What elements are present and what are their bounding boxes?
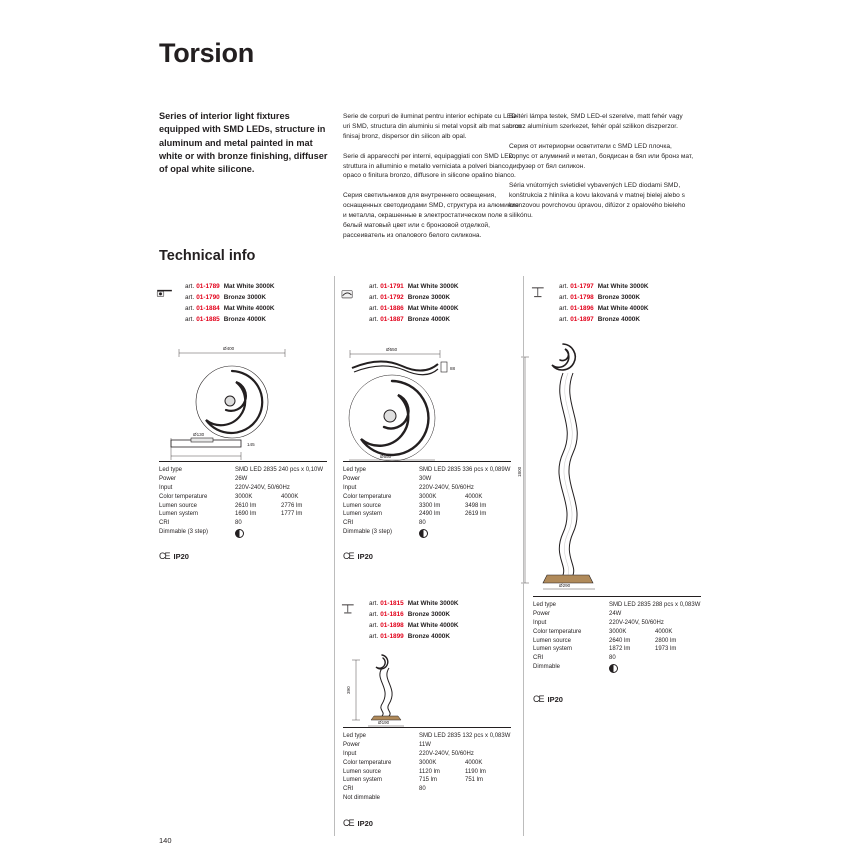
intro-it: Serie di apparecchi per interni, equipaggiati con SMD LED, struttura in alluminio e metallo verniciata a polveri bianco opaco o finitura bronzo, diffusore in silicone opalino bianco. (343, 152, 516, 180)
spec-label: Input (343, 750, 357, 757)
article-row: art. 01-1791 Mat White 3000K (369, 283, 459, 290)
article-row: art. 01-1815 Mat White 3000K (369, 600, 459, 607)
technical-info-heading: Technical info (159, 248, 256, 264)
product-4-article-list (343, 598, 459, 642)
article-row: art. 01-1896 Mat White 4000K (559, 305, 649, 313)
product-2-article-list (343, 281, 459, 325)
spec-label: Power (159, 476, 177, 483)
page-number: 140 (159, 836, 172, 845)
dimmable-indicator (419, 527, 511, 541)
spec-value: 80 (235, 520, 242, 527)
dimension-label: 1800 (517, 466, 522, 477)
intro-ru: Серия светильников для внутреннего освещения, оснащенных светодиодами SMD, структура из алюминия и металла, окрашенные в электростатическом поле в белый матовый цвет или с бронзовой отделкой, рассеиватель из опалового белого силикона. (343, 192, 519, 239)
spec-value: 3300 lm (419, 502, 441, 509)
spec-label: Not dimmable (343, 794, 381, 801)
ce-mark-icon: CE (533, 694, 544, 704)
article-row: art. 01-1792 Bronze 3000K (369, 294, 450, 302)
spec-label: Power (343, 742, 361, 749)
spec-value: 4000K (655, 628, 673, 635)
product-3-spec-table (533, 596, 701, 676)
spec-value: 2640 lm (609, 637, 631, 644)
ceiling-large-thumb-icon (339, 285, 361, 305)
spec-value: 1872 lm (609, 646, 631, 653)
intro-ro: Serie de corpuri de iluminat pentru interior echipate cu LED-uri SMD, structura din aluminiu si metal vopsit alb mat sau cu finisaj bronz, dispersor din silicon alb opal. (343, 113, 522, 140)
spec-label: Power (343, 476, 361, 483)
ip-rating-badge: IP20 (357, 818, 373, 828)
product-1-article-list (159, 281, 275, 325)
spec-value: 1973 lm (655, 646, 677, 653)
dimension-label: Ø130 (193, 432, 205, 437)
product-3-drawing (515, 333, 695, 595)
spec-label: CRI (343, 786, 354, 793)
spec-label: Color temperature (343, 759, 392, 766)
article-row: art. 01-1816 Bronze 3000K (369, 611, 450, 619)
article-row: art. 01-1884 Mat White 4000K (185, 305, 275, 313)
intro-hu: Beltéri lámpa testek, SMD LED-el szerelve, matt fehér vagy bronz alumínium szerkezet, fehér opál szilikon diszperzor. (509, 113, 683, 130)
page-title: Torsion (159, 38, 254, 68)
spec-value: 1190 lm (465, 768, 486, 775)
intro-english: Series of interior light fixtures equipped with SMD LEDs, structure in aluminum and metal painted in mat white or with bronze finishing, diffuser of opal white silicone. (159, 111, 328, 175)
ip-rating-badge: IP20 (357, 551, 373, 561)
spec-value: 2610 lm (235, 502, 257, 509)
table-lamp-thumb-icon (339, 600, 361, 620)
spec-label: Input (159, 484, 173, 491)
intro-middle-column (343, 112, 523, 251)
product-1-drawing (155, 340, 335, 460)
product-3-article-list (533, 281, 649, 325)
article-row: art. 01-1887 Bronze 4000K (369, 316, 450, 324)
ip-rating-badge: IP20 (547, 694, 563, 704)
spec-value: 1120 lm (419, 768, 440, 775)
spec-value: 220V-240V, 50/60Hz (235, 484, 290, 491)
column-divider-2 (523, 276, 524, 836)
article-row: art. 01-1899 Bronze 4000K (369, 633, 450, 641)
spec-value: 4000K (465, 493, 483, 500)
dimmable-indicator (235, 527, 327, 541)
ip-rating-badge: IP20 (173, 551, 189, 561)
spec-value: 80 (419, 520, 426, 527)
spec-value: 4000K (281, 493, 299, 500)
ceiling-round-thumb-icon (155, 285, 177, 305)
article-row: art. 01-1790 Bronze 3000K (185, 294, 266, 302)
dimension-label: Ø550 (380, 454, 392, 459)
ce-mark-icon: CE (343, 551, 354, 561)
intro-right-column (509, 112, 694, 231)
spec-label: Input (533, 619, 547, 626)
spec-value: 80 (609, 655, 616, 662)
article-row: art. 01-1798 Bronze 3000K (559, 294, 640, 302)
article-row: art. 01-1885 Bronze 4000K (185, 316, 266, 324)
spec-label: Dimmable (3 step) (343, 528, 393, 535)
article-row: art. 01-1898 Mat White 4000K (369, 622, 459, 630)
ce-mark-icon: CE (159, 551, 170, 561)
spec-value: SMD LED 2835 132 pcs x 0,083W (419, 733, 511, 740)
dimmable-dot-icon (609, 664, 618, 673)
spec-value: 1777 lm (281, 511, 303, 518)
intro-bg: Серия от интериорни осветители с SMD LED плочка, корпус от алуминий и метал, боядисан в бял или бронз мат, дифузер от бял силикон. (509, 142, 694, 170)
product-4-spec-table (343, 727, 511, 802)
dimension-label: Ø190 (378, 720, 390, 725)
dimmable-dot-icon (235, 529, 244, 538)
spec-label: Led type (159, 467, 183, 474)
product-4-badges (343, 818, 373, 828)
spec-label: Lumen source (159, 502, 198, 509)
spec-label: Color temperature (343, 493, 392, 500)
spec-value: 220V-240V, 50/60Hz (419, 750, 474, 757)
product-4-drawing (340, 648, 520, 728)
spec-value: 3000K (419, 493, 437, 500)
product-1-badges (159, 551, 189, 561)
spec-value: 3498 lm (465, 502, 487, 509)
spec-value: 220V-240V, 50/60Hz (419, 484, 474, 491)
spec-value: 1690 lm (235, 511, 257, 518)
spec-value: 3000K (609, 628, 627, 635)
spec-label: Lumen system (343, 511, 383, 518)
spec-label: Lumen source (533, 637, 572, 644)
spec-value: 4000K (465, 759, 483, 766)
product-3-badges (533, 694, 563, 704)
spec-label: Led type (533, 602, 557, 609)
column-divider-1 (334, 276, 335, 836)
article-row: art. 01-1789 Mat White 3000K (185, 283, 275, 290)
dimension-label: 145 (247, 442, 255, 447)
product-2-drawing (340, 336, 520, 461)
dimmable-dot-icon (419, 529, 428, 538)
spec-label: Led type (343, 467, 367, 474)
spec-value: 26W (235, 476, 248, 483)
spec-label: Lumen system (343, 777, 383, 784)
spec-label: Led type (343, 733, 367, 740)
spec-label: Lumen system (159, 511, 199, 518)
spec-label: Lumen source (343, 768, 382, 775)
spec-label: CRI (159, 520, 170, 527)
spec-label: Input (343, 484, 357, 491)
intro-sk: Séria vnútorných svietidiel vybavených LED diodami SMD, konštrukcia z hliníka a kovu lakovaná v matnej bielej alebo s bronzovou povrchovou úpravou, difúzor z opalového bieleho silikónu. (509, 182, 686, 220)
dimension-label: 390 (346, 686, 351, 694)
spec-label: Lumen system (533, 646, 573, 653)
spec-value: 3000K (419, 759, 437, 766)
spec-label: Dimmable (3 step) (159, 528, 209, 535)
floor-lamp-thumb-icon (529, 283, 551, 303)
spec-value: 751 lm (465, 777, 484, 784)
article-row: art. 01-1797 Mat White 3000K (559, 283, 649, 290)
spec-value: 220V-240V, 50/60Hz (609, 619, 664, 626)
spec-label: Color temperature (159, 493, 208, 500)
spec-value: 30W (419, 476, 432, 483)
spec-label: Color temperature (533, 628, 582, 635)
spec-value: SMD LED 2835 288 pcs x 0,083W (609, 602, 701, 609)
spec-label: Lumen source (343, 502, 382, 509)
spec-value: 3000K (235, 493, 253, 500)
spec-value: 715 lm (419, 777, 438, 784)
spec-value: 80 (419, 786, 426, 793)
spec-label: Power (533, 611, 551, 618)
dimension-label: Ø290 (559, 583, 571, 588)
spec-value: 2490 lm (419, 511, 441, 518)
dimension-label: Ø550 (386, 347, 398, 352)
spec-value: SMD LED 2835 240 pcs x 0,10W (235, 467, 324, 474)
spec-label: CRI (343, 520, 354, 527)
product-2-badges (343, 551, 373, 561)
spec-value: 11W (419, 742, 431, 749)
ce-mark-icon: CE (343, 818, 354, 828)
spec-value: 2776 lm (281, 502, 303, 509)
spec-value: SMD LED 2835 336 pcs x 0,089W (419, 467, 511, 474)
spec-value: 24W (609, 611, 622, 618)
dimension-label: 88 (450, 366, 456, 371)
spec-label: Dimmable (533, 663, 561, 670)
product-2-spec-table (343, 461, 511, 541)
dimmable-indicator (609, 662, 701, 676)
product-1-spec-table (159, 461, 327, 541)
dimension-label: Ø400 (223, 346, 235, 351)
article-row: art. 01-1897 Bronze 4000K (559, 316, 640, 324)
spec-value: 2800 lm (655, 637, 677, 644)
spec-label: CRI (533, 655, 544, 662)
article-row: art. 01-1886 Mat White 4000K (369, 305, 459, 313)
spec-value: 2619 lm (465, 511, 487, 518)
